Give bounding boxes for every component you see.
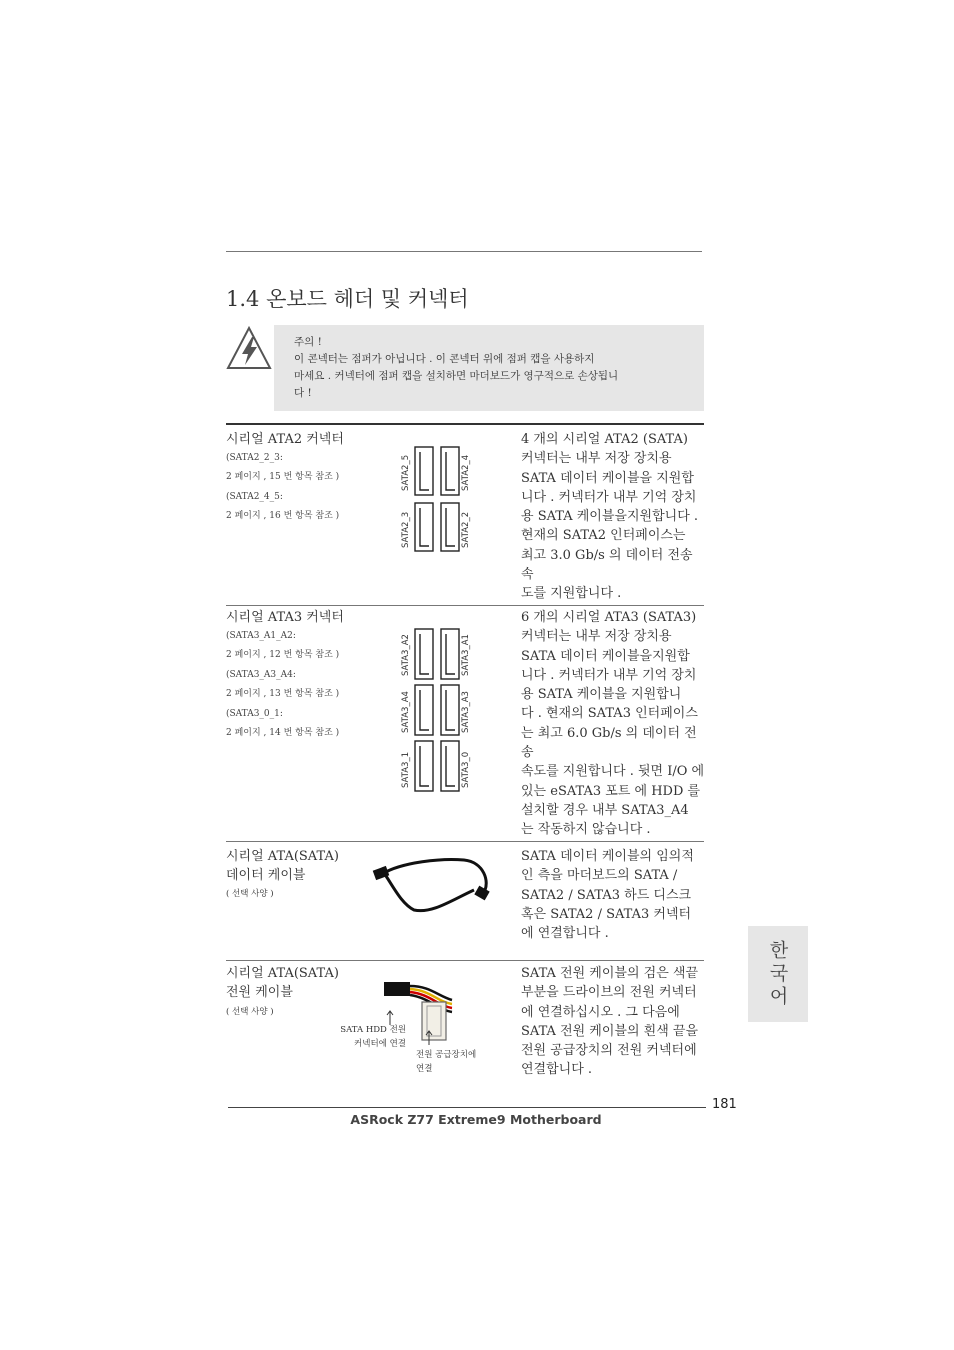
title-line: 시리얼 ATA(SATA) bbox=[226, 849, 339, 864]
desc-line: 는 작동하지 않습니다 . bbox=[521, 822, 651, 838]
title-line: 데이터 케이블 bbox=[226, 868, 306, 883]
ref-line: 2 페이지 , 13 번 항목 참조 ) bbox=[226, 689, 340, 700]
power-cable-option: ( 선택 사양 ) bbox=[226, 1007, 274, 1017]
sata2-connector-diagram bbox=[414, 446, 460, 552]
note-text bbox=[294, 334, 694, 402]
desc-line: 에 연결합니다 . bbox=[521, 926, 609, 942]
note-line: 다 ! bbox=[294, 387, 312, 399]
desc-line: 다 . 현재의 SATA3 인터페이스 bbox=[521, 706, 698, 722]
power-cable-rule bbox=[226, 960, 704, 961]
desc-line: 혹은 SATA2 / SATA3 커넥터 bbox=[521, 906, 692, 922]
sata-data-cable-image bbox=[372, 852, 496, 914]
ref-line: 2 페이지 , 12 번 항목 참조 ) bbox=[226, 650, 340, 661]
desc-line: 부분을 드라이브의 전원 커넥터 bbox=[521, 985, 697, 1001]
ref-line: (SATA2_4_5: bbox=[226, 491, 283, 502]
port-label: SATA2_4 bbox=[461, 454, 471, 491]
port-label: SATA2_3 bbox=[401, 511, 411, 548]
section-title: 1.4 온보드 헤더 및 커넥터 bbox=[226, 287, 469, 311]
sata3-title: 시리얼 ATA3 커넥터 bbox=[226, 610, 344, 625]
arrow-up-icon bbox=[425, 1030, 433, 1046]
ref-line: 2 페이지 , 16 번 항목 참조 ) bbox=[226, 511, 340, 522]
ref-line: 2 페이지 , 15 번 항목 참조 ) bbox=[226, 472, 340, 483]
ref-line: (SATA3_A3_A4: bbox=[226, 669, 296, 680]
desc-line: 용 SATA 케이블을지원합니다 . bbox=[521, 509, 699, 525]
note-line: 마세요 . 커넥터에 점퍼 캡을 설치하면 마더보드가 영구적으로 손상됩니 bbox=[294, 370, 619, 382]
note-heading: 주의 ! bbox=[294, 336, 322, 348]
desc-line: SATA 데이터 케이블을 지원합 bbox=[521, 470, 694, 486]
ref-line: (SATA2_2_3: bbox=[226, 453, 283, 463]
psu-connector-label bbox=[416, 1048, 476, 1076]
label-line: SATA HDD 전원 bbox=[340, 1025, 406, 1035]
port-label: SATA2_2 bbox=[461, 511, 471, 548]
sata3-rule bbox=[226, 605, 704, 606]
desc-line: 커넥터는 내부 저장 장치용 bbox=[521, 451, 672, 467]
sata2-title: 시리얼 ATA2 커넥터 bbox=[226, 432, 344, 447]
port-label: SATA3_0 bbox=[461, 751, 471, 788]
desc-line: 인 측을 마더보드의 SATA / bbox=[521, 868, 678, 884]
ref-line: (SATA3_A1_A2: bbox=[226, 631, 296, 641]
desc-line: 에 연결하십시오 . 그 다음에 bbox=[521, 1004, 680, 1020]
sata3-connector-diagram bbox=[414, 628, 460, 792]
ref-line: (SATA3_0_1: bbox=[226, 708, 283, 719]
top-rule bbox=[226, 251, 702, 252]
label-line: 연결 bbox=[416, 1064, 433, 1074]
power-cable-title bbox=[226, 964, 339, 1002]
ref-line: 2 페이지 , 14 번 항목 참조 ) bbox=[226, 728, 340, 739]
port-label: SATA3_1 bbox=[401, 751, 411, 788]
desc-line: SATA 데이터 케이블을지원합 bbox=[521, 648, 690, 664]
label-line: 전원 공급장치에 bbox=[416, 1050, 477, 1060]
desc-line: 설치할 경우 내부 SATA3_A4 bbox=[521, 802, 689, 818]
language-side-tab bbox=[748, 926, 808, 1022]
power-cable-description bbox=[521, 964, 705, 1080]
title-line: 전원 케이블 bbox=[226, 985, 293, 1000]
language-tab-label: 한국어 bbox=[766, 939, 789, 1009]
port-label: SATA3_A2 bbox=[401, 634, 411, 676]
desc-line: SATA2 / SATA3 하드 디스크 bbox=[521, 887, 692, 903]
data-cable-title bbox=[226, 847, 339, 885]
desc-line: 6 개의 시리얼 ATA3 (SATA3) bbox=[521, 610, 697, 625]
desc-line: 전원 공급장치의 전원 커넥터에 bbox=[521, 1043, 697, 1059]
data-cable-option: ( 선택 사양 ) bbox=[226, 889, 274, 899]
sata2-refs bbox=[226, 449, 339, 527]
desc-line: 용 SATA 케이블을 지원합니 bbox=[521, 687, 682, 703]
sata3-description bbox=[521, 608, 705, 840]
label-line: 커넥터에 연결 bbox=[354, 1039, 406, 1049]
desc-line: 현재의 SATA2 인터페이스는 bbox=[521, 528, 686, 544]
desc-line: 는 최고 6.0 Gb/s 의 데이터 전송 bbox=[521, 725, 697, 761]
port-label: SATA2_5 bbox=[401, 454, 411, 491]
port-label: SATA3_A4 bbox=[401, 691, 411, 733]
desc-line: 4 개의 시리얼 ATA2 (SATA) bbox=[521, 432, 688, 447]
page-number: 181 bbox=[712, 1097, 737, 1112]
desc-line: SATA 전원 케이블의 흰색 끝을 bbox=[521, 1023, 699, 1039]
desc-line: 있는 eSATA3 포트 에 HDD 를 bbox=[521, 783, 701, 799]
note-line: 이 콘넥터는 점퍼가 아닙니다 . 이 콘넥터 위에 점퍼 캡을 사용하지 bbox=[294, 353, 595, 365]
sata3-refs bbox=[226, 627, 339, 743]
desc-line: 연결합니다 . bbox=[521, 1062, 593, 1078]
port-label: SATA3_A1 bbox=[461, 634, 471, 676]
footer-product-name: ASRock Z77 Extreme9 Motherboard bbox=[350, 1112, 602, 1127]
hdd-connector-label bbox=[326, 1023, 406, 1051]
warning-icon bbox=[226, 325, 272, 371]
sata2-rule bbox=[226, 423, 704, 425]
title-line: 시리얼 ATA(SATA) bbox=[226, 966, 339, 981]
desc-line: 도를 지원합니다 . bbox=[521, 586, 622, 602]
desc-line: SATA 데이터 케이블의 임의적 bbox=[521, 849, 694, 864]
data-cable-rule bbox=[226, 841, 704, 842]
data-cable-description bbox=[521, 847, 705, 943]
desc-line: 니다 . 커넥터가 내부 기억 장치 bbox=[521, 667, 697, 683]
desc-line: 니다 . 커넥터가 내부 기억 장치 bbox=[521, 489, 697, 505]
desc-line: 커넥터는 내부 저장 장치용 bbox=[521, 629, 672, 645]
sata2-description bbox=[521, 430, 705, 604]
desc-line: SATA 전원 케이블의 검은 색끝 bbox=[521, 966, 699, 981]
port-label: SATA3_A3 bbox=[461, 691, 471, 733]
desc-line: 최고 3.0 Gb/s 의 데이터 전송 속 bbox=[521, 547, 693, 583]
desc-line: 속도를 지원합니다 . 뒷면 I/O 에 bbox=[521, 764, 705, 780]
footer-rule bbox=[228, 1107, 706, 1108]
